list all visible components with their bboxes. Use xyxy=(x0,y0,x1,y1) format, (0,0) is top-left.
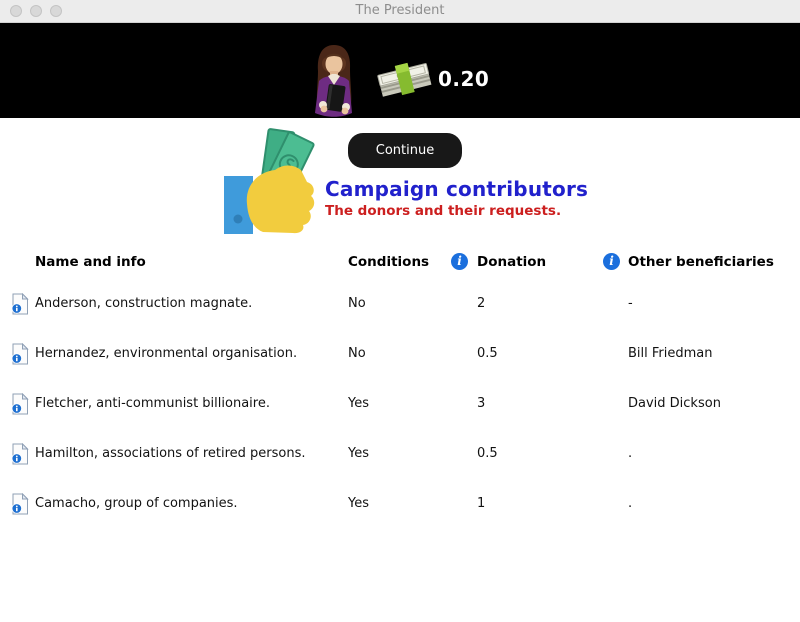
donation-cell: 0.5 xyxy=(477,346,498,361)
donation-cell: 2 xyxy=(477,296,486,311)
table-row[interactable] xyxy=(0,342,800,392)
page-title: Campaign contributors xyxy=(325,177,589,201)
continue-button[interactable]: Continue xyxy=(348,133,462,168)
title-bar xyxy=(0,0,800,23)
balance-value: 0.20 xyxy=(438,67,490,91)
conditions-cell: Yes xyxy=(348,396,369,411)
table-row[interactable] xyxy=(0,392,800,442)
beneficiaries-cell: - xyxy=(628,296,633,311)
col-header-donation: Donation xyxy=(477,254,547,270)
conditions-cell: No xyxy=(348,346,366,361)
female-advisor-icon xyxy=(306,43,362,118)
donor-name-cell: Fletcher, anti-communist billionaire. xyxy=(35,396,270,411)
table-header xyxy=(0,252,800,272)
beneficiaries-cell: . xyxy=(628,446,633,461)
document-info-icon[interactable] xyxy=(10,393,30,415)
document-info-icon[interactable] xyxy=(10,293,30,315)
page-subtitle: The donors and their requests. xyxy=(325,203,562,219)
col-header-other: Other beneficiaries xyxy=(628,254,774,270)
beneficiaries-cell: . xyxy=(628,496,633,511)
donation-cell: 0.5 xyxy=(477,446,498,461)
hud-bar xyxy=(0,23,800,118)
beneficiaries-cell: Bill Friedman xyxy=(628,346,713,361)
table-row[interactable] xyxy=(0,292,800,342)
donation-cell: 1 xyxy=(477,496,486,511)
window-title: The President xyxy=(355,3,445,18)
document-info-icon[interactable] xyxy=(10,493,30,515)
advisor-avatar[interactable] xyxy=(306,43,362,118)
document-info-icon[interactable] xyxy=(10,443,30,465)
donor-name-cell: Camacho, group of companies. xyxy=(35,496,238,511)
hand-holding-money-icon xyxy=(217,126,318,234)
document-info-icon[interactable] xyxy=(10,343,30,365)
donation-info-icon[interactable] xyxy=(451,253,468,270)
col-header-name: Name and info xyxy=(35,254,146,270)
col-header-conditions: Conditions xyxy=(348,254,430,270)
table-body xyxy=(0,292,800,542)
conditions-cell: No xyxy=(348,296,366,311)
donor-name-cell: Hernandez, environmental organisation. xyxy=(35,346,298,361)
banknote-stack-icon xyxy=(376,59,434,105)
table-row[interactable] xyxy=(0,492,800,542)
donor-name-cell: Hamilton, associations of retired persons. xyxy=(35,446,306,461)
table-row[interactable] xyxy=(0,442,800,492)
donor-name-cell: Anderson, construction magnate. xyxy=(35,296,253,311)
beneficiaries-info-icon[interactable] xyxy=(603,253,620,270)
beneficiaries-cell: David Dickson xyxy=(628,396,721,411)
conditions-cell: Yes xyxy=(348,446,369,461)
donation-cell: 3 xyxy=(477,396,486,411)
conditions-cell: Yes xyxy=(348,496,369,511)
